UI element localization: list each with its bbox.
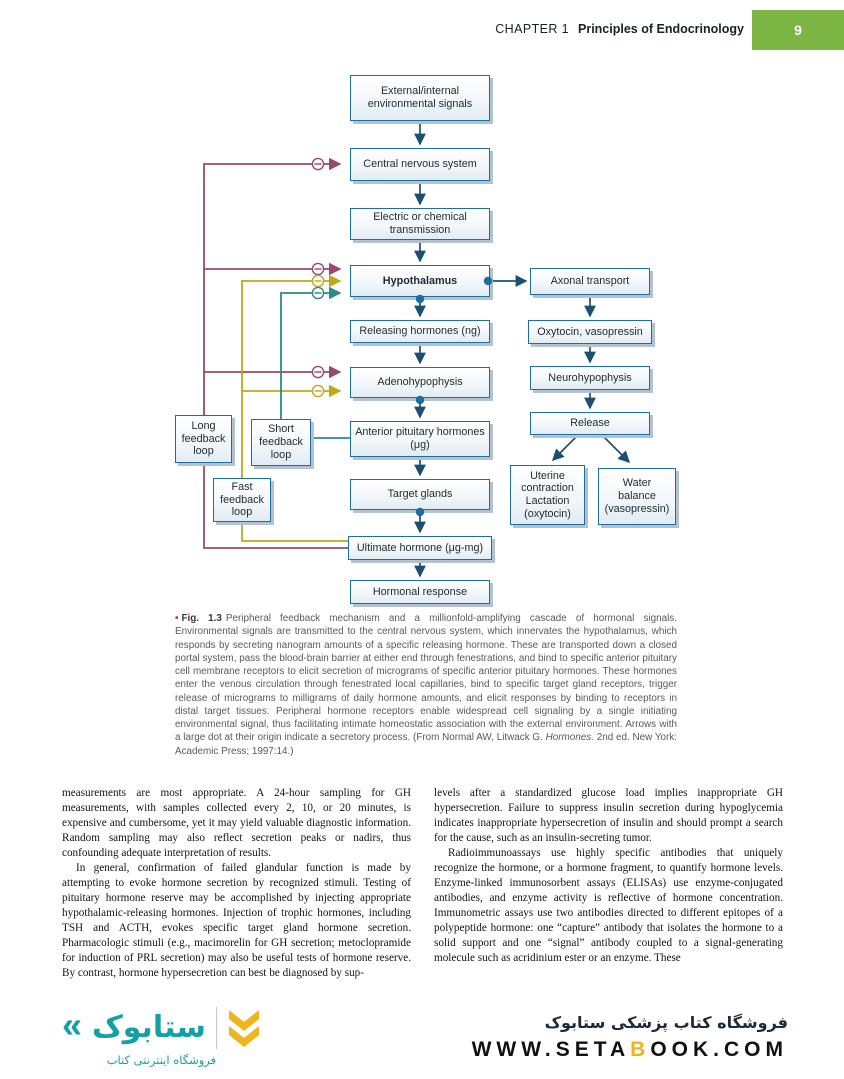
paragraph: Radioimmunoassays use highly specific antibodies that uniquely recognize the hormone, or a hormone fragment, to quantify hormone levels. Enzyme-linked immunosorbent assays (ELISAs) use enzyme-conjugated antibodies, and enzyme activity is reflective of hormone concentration. Immunometric assays use two antibodies directed to different epitopes of a polypeptide hormone: one “capture” antibody that isolates the hormone to a solid support and one “signal” antibody coupled to a signal-generating molecule such as acridinium ester or an enzyme. These xyxy=(434,847,783,964)
chapter-title: Principles of Endocrinology xyxy=(578,22,744,36)
caption-citation-italic: Hormones. xyxy=(545,732,594,744)
page-header xyxy=(495,22,744,36)
flow-box-release xyxy=(530,412,650,435)
short-feedback-path xyxy=(281,293,352,438)
gold-chevrons-icon xyxy=(227,1008,261,1048)
footer-site-info xyxy=(472,1013,788,1062)
box-label: Ultimate hormone (μg-mg) xyxy=(356,541,484,554)
caption-text: Peripheral feedback mechanism and a millionfold-amplifying cascade of hormonal signals. Environmental signals are transmitted to the central nervous system, which innervates the hypothalamus, which responds by secreting nanogram amounts of a specific releasing hormone. These are transported down a closed portal system, pass the blood-brain barrier at either end through fenestrations, and bind to specific anterior pituitary cell membrane receptors to elicit secretion of micrograms of specific anterior pituitary hormones. These hormones enter the venous circulation through fenestrated local capillaries, bind to specific target gland receptors, trigger release of micrograms to milligrams of daily hormone amounts, and elicit responses by binding to receptors in distal target tissues. Peripheral hormone receptors enable widespread cell signaling by a single initiating environmental signal, thus facilitating intimate homeostatic association with the external environment. Arrows with a large dot at their origin indicate a secretory process. (From Normal AW, Litwack G. xyxy=(175,613,677,744)
page-number-badge xyxy=(752,10,844,50)
box-label: Axonal transport xyxy=(550,275,630,288)
footer-watermark xyxy=(0,995,844,1079)
paragraph: levels after a standardized glucose load implies inappropriate GH hypersecretion. Failure to suppress insulin secretion during hypoglycemia indicates inappropriate hypersecretion of insulin and should prompt a search for the cause, such as an insulin-secreting tumor. xyxy=(434,787,783,844)
box-label: Short feedback loop xyxy=(259,423,303,461)
box-label: External/internal environmental signals xyxy=(367,85,473,110)
box-label: Oxytocin, vasopressin xyxy=(537,325,643,338)
caption-citation-rest: 2nd ed. New York: Academic Press; 1997:14.) xyxy=(175,732,677,757)
box-label: Electric or chemical transmission xyxy=(373,211,467,236)
box-label: Hormonal response xyxy=(372,585,468,598)
paragraph: In general, confirmation of failed glandular function is made by attempting to evoke hormone secretion by recognized stimuli. Testing of pituitary hormone reserve may be accomplished by injecting appropriate hypothalamic-releasing hormones. Injection of trophic hormones, including TSH and ACTH, evokes specific target gland hormone secretion. Pharmacologic stimuli (e.g., macimorelin for GH secretion; metoclopramide for induction of PRL secretion) may also be useful tests of hormone reserve. By contrast, hormone hypersecretion can best be diagnosed by sup- xyxy=(62,862,411,979)
flow-box-water-balance xyxy=(598,468,676,525)
flow-box-target-glands xyxy=(350,479,490,510)
flow-box-hormonal-response xyxy=(350,580,490,604)
paragraph: measurements are most appropriate. A 24-hour sampling for GH measurements, with samples collected every 2, 10, or 20 minutes, is expensive and cumbersome, yet it may yield valuable diagnostic information. Random sampling may also reflect secretion peaks or nadirs, thus confounding adequate interpretation of results. xyxy=(62,787,411,859)
footer-url xyxy=(472,1038,788,1062)
flow-box-neurohypophysis xyxy=(530,366,650,390)
caption-bullet-icon: • xyxy=(175,613,179,624)
box-label: Uterine contraction Lactation (oxytocin) xyxy=(521,469,574,520)
chapter-label: CHAPTER 1 xyxy=(495,22,569,36)
page-number: 9 xyxy=(794,22,802,38)
body-column-left xyxy=(62,786,411,981)
logo-chevron-icon: « xyxy=(62,1004,83,1045)
loop-box-fast-feedback xyxy=(213,478,271,522)
flow-box-releasing-hormones xyxy=(350,320,490,343)
loop-box-short-feedback xyxy=(251,419,311,466)
logo-brand-text: ستابوک xyxy=(92,1010,206,1045)
url-accent-letter: B xyxy=(630,1037,651,1061)
setabook-logo xyxy=(62,1004,261,1067)
box-label: Target glands xyxy=(387,488,453,501)
url-post: OOK.COM xyxy=(650,1037,788,1061)
flow-box-hypothalamus xyxy=(350,265,490,297)
flow-box-adenohypophysis xyxy=(350,367,490,398)
box-label: Fast feedback loop xyxy=(220,480,264,519)
box-label: Neurohypophysis xyxy=(548,371,632,384)
flow-box-anterior-pituitary-hormones xyxy=(350,421,490,457)
flow-box-environmental-signals xyxy=(350,75,490,121)
flow-box-central-nervous-system xyxy=(350,148,490,181)
box-label: Hypothalamus xyxy=(382,274,458,287)
box-label: Adenohypophysis xyxy=(377,376,463,389)
box-label: Central nervous system xyxy=(363,158,477,171)
footer-tagline: فروشگاه کتاب پزشکی ستابوک xyxy=(544,1012,788,1032)
box-label: Releasing hormones (ng) xyxy=(359,325,481,338)
logo-divider xyxy=(216,1007,217,1049)
body-column-right xyxy=(434,786,783,966)
caption-label: Fig. 1.3 xyxy=(181,613,222,624)
loop-box-long-feedback xyxy=(175,415,232,463)
box-label: Anterior pituitary hormones (μg) xyxy=(355,426,485,451)
flow-box-oxytocin-vasopressin xyxy=(528,320,652,344)
logo-subtitle: فروشگاه اینترنتی کتاب xyxy=(106,1053,217,1067)
flow-box-axonal-transport xyxy=(530,268,650,295)
box-label: Long feedback loop xyxy=(181,419,226,458)
flow-box-transmission xyxy=(350,208,490,240)
flow-box-uterine-contraction xyxy=(510,465,585,525)
box-label: Release xyxy=(570,417,610,430)
inhibition-icons xyxy=(312,158,323,396)
flow-box-ultimate-hormone xyxy=(348,536,492,560)
figure-caption xyxy=(175,612,677,758)
url-pre: WWW.SETA xyxy=(471,1037,631,1061)
box-label: Water balance (vasopressin) xyxy=(604,477,670,515)
